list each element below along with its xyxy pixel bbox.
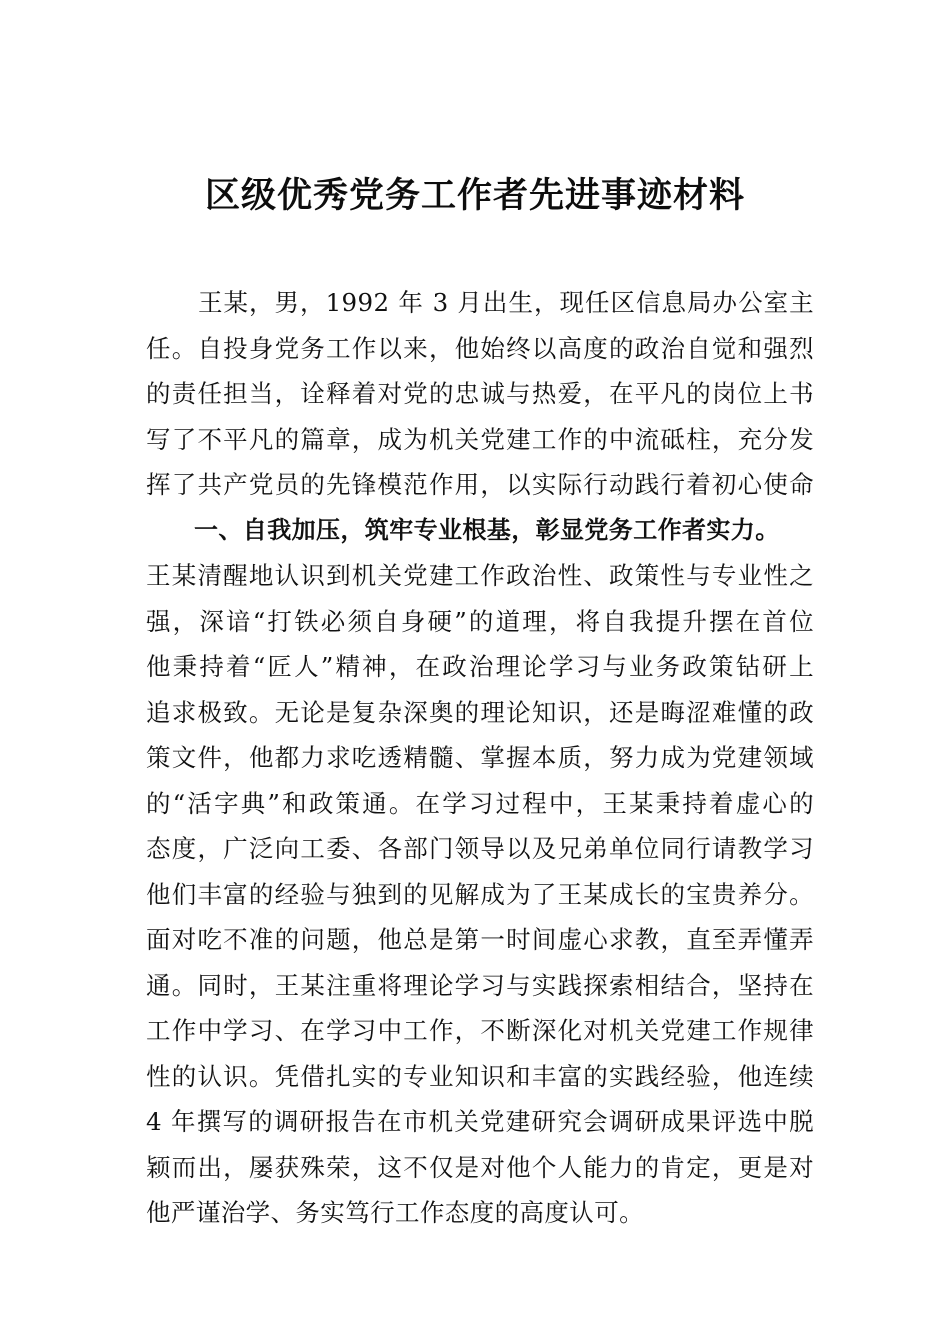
paragraph-line: 面对吃不准的问题，他总是第一时间虚心求教，直至弄懂弄 xyxy=(146,925,814,954)
paragraph-line: 态度，广泛向工委、各部门领导以及兄弟单位同行请教学习 xyxy=(146,834,814,863)
paragraph-line: 通。同时，王某注重将理论学习与实践探索相结合，坚持在 xyxy=(146,970,814,1000)
paragraph-line: 王某清醒地认识到机关党建工作政治性、政策性与专业性之 xyxy=(146,561,814,590)
paragraph-line: 工作中学习、在学习中工作，不断深化对机关党建工作规律 xyxy=(146,1016,814,1045)
paragraph-line: 挥了共产党员的先锋模范作用，以实际行动践行着初心使命 xyxy=(146,470,814,499)
document-body xyxy=(146,280,814,1236)
paragraph-line: 4 年撰写的调研报告在市机关党建研究会调研成果评选中脱 xyxy=(146,1107,814,1136)
paragraph-line: 任。自投身党务工作以来，他始终以高度的政治自觉和强烈 xyxy=(146,333,814,363)
section-heading: 一、自我加压，筑牢专业根基，彰显党务工作者实力。 xyxy=(194,515,780,544)
paragraph-line: 性的认识。凭借扎实的专业知识和丰富的实践经验，他连续 xyxy=(146,1061,814,1091)
paragraph-line: 他们丰富的经验与独到的见解成为了王某成长的宝贵养分。 xyxy=(146,879,814,909)
paragraph-line: 他秉持着“匠人”精神，在政治理论学习与业务政策钻研上 xyxy=(146,652,814,681)
paragraph-line: 写了不平凡的篇章，成为机关党建工作的中流砥柱，充分发 xyxy=(146,424,814,454)
paragraph-line: 王某，男，1992 年 3 月出生，现任区信息局办公室主 xyxy=(198,288,814,317)
document-title: 区级优秀党务工作者先进事迹材料 xyxy=(204,175,745,216)
paragraph-line: 的责任担当，诠释着对党的忠诚与热爱，在平凡的岗位上书 xyxy=(146,379,814,408)
paragraph-line: 策文件，他都力求吃透精髓、掌握本质，努力成为党建领域 xyxy=(146,743,814,772)
paragraph-line: 强，深谙“打铁必须自身硬”的道理，将自我提升摆在首位 xyxy=(146,606,814,636)
paragraph-line: 追求极致。无论是复杂深奥的理论知识，还是晦涩难懂的政 xyxy=(146,697,814,727)
paragraph-line: 的“活字典”和政策通。在学习过程中，王某秉持着虚心的 xyxy=(146,788,814,818)
paragraph-line: 他严谨治学、务实笃行工作态度的高度认可。 xyxy=(146,1198,644,1227)
paragraph-line: 颖而出，屡获殊荣，这不仅是对他个人能力的肯定，更是对 xyxy=(146,1152,814,1182)
